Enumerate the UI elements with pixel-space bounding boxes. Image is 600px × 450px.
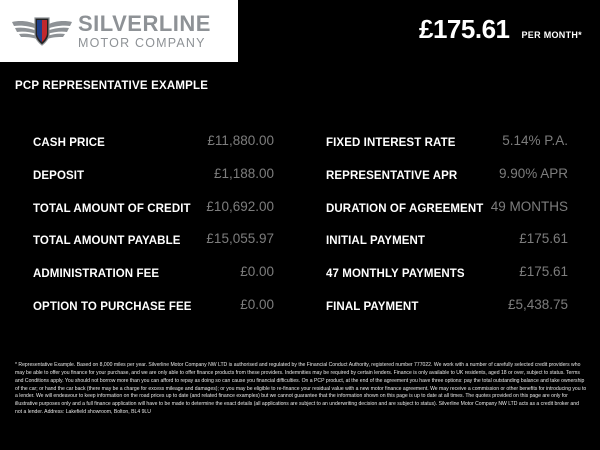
monthly-price [419,14,582,45]
finance-label: FINAL PAYMENT [326,300,419,313]
finance-value: 5.14% P.A. [502,133,568,148]
finance-value: £175.61 [519,231,568,247]
header [0,0,600,62]
per-month-label: PER MONTH* [521,30,582,40]
finance-value: £175.61 [519,264,568,280]
disclaimer-footnote: * Representative Example. Based on 8,000 miles per year. Silverline Motor Company NW LTD is authorised and regulated by the Financial Conduct Authority, registered number 777022. We work with a number of carefully selected credit providers who may be able to offer you finance for your purchase, and we are only able to offer finance products from these providers. Indemnities may be required by certain lenders. Finance is only available to UK residents, aged 18 or over, subject to status. Terms and Conditions apply. You should not borrow more than you can afford to repay as doing so can cause you financial difficulties. On a PCP product, at the end of the agreement you have three options: pay the total outstanding balance and take ownership of the car; or hand the car back (there may be a charge for excess mileage and damages); or you may be eligible to re-finance your residual value with a new motor finance agreement. We may receive a commission or other benefits for introducing you to a lender. We will endeavour to keep information on the road prices up to date (and related finance examples) but we cannot guarantee that the information shown on this page is up to date at all times. The quotes provided on this page are only for illustrative purposes only and a full finance application will have to be made to determine the exact details (all applications are subject to an underwriting decision and are subject to status). Silverline Motor Company NW LTD acts as a credit broker and not a lender. Address: Lakefield showroom, Bolton, BL4 9LU [15,362,587,416]
finance-value: 49 MONTHS [490,198,568,214]
logo[interactable] [0,0,238,62]
brand-name: SILVERLINE [78,11,211,36]
finance-row [326,264,568,297]
price-value: £175.61 [419,14,510,44]
finance-row [33,199,274,232]
finance-row [326,231,568,264]
finance-label: TOTAL AMOUNT PAYABLE [33,235,181,248]
finance-column-left [33,133,274,330]
finance-row [33,297,274,330]
finance-row [326,133,568,166]
finance-row [33,133,274,166]
winged-shield-logo-icon [10,12,74,48]
finance-label: INITIAL PAYMENT [326,235,426,248]
finance-value: £15,055.97 [206,231,274,247]
finance-label: DURATION OF AGREEMENT [326,202,484,215]
finance-label: ADMINISTRATION FEE [33,268,160,281]
finance-label: OPTION TO PURCHASE FEE [33,300,192,313]
finance-value: £0.00 [240,296,274,312]
finance-value: £11,880.00 [207,133,274,148]
finance-column-right [326,133,568,330]
finance-row [33,264,274,297]
finance-row [33,231,274,264]
finance-label: CASH PRICE [33,137,105,149]
finance-label: DEPOSIT [33,169,85,182]
finance-label: 47 MONTHLY PAYMENTS [326,268,465,281]
brand-subtitle: MOTOR COMPANY [78,36,206,50]
finance-label: FIXED INTEREST RATE [326,137,456,149]
section-title: PCP REPRESENTATIVE EXAMPLE [15,80,209,92]
finance-value: £1,188.00 [213,165,274,181]
finance-row [326,199,568,232]
finance-label: TOTAL AMOUNT OF CREDIT [33,202,191,215]
finance-value: £10,692.00 [206,198,274,214]
finance-value: 9.90% APR [498,165,568,181]
finance-label: REPRESENTATIVE APR [326,169,458,182]
finance-row [33,166,274,199]
finance-row [326,297,568,330]
finance-row [326,166,568,199]
finance-value: £0.00 [240,264,274,280]
finance-value: £5,438.75 [507,296,568,312]
